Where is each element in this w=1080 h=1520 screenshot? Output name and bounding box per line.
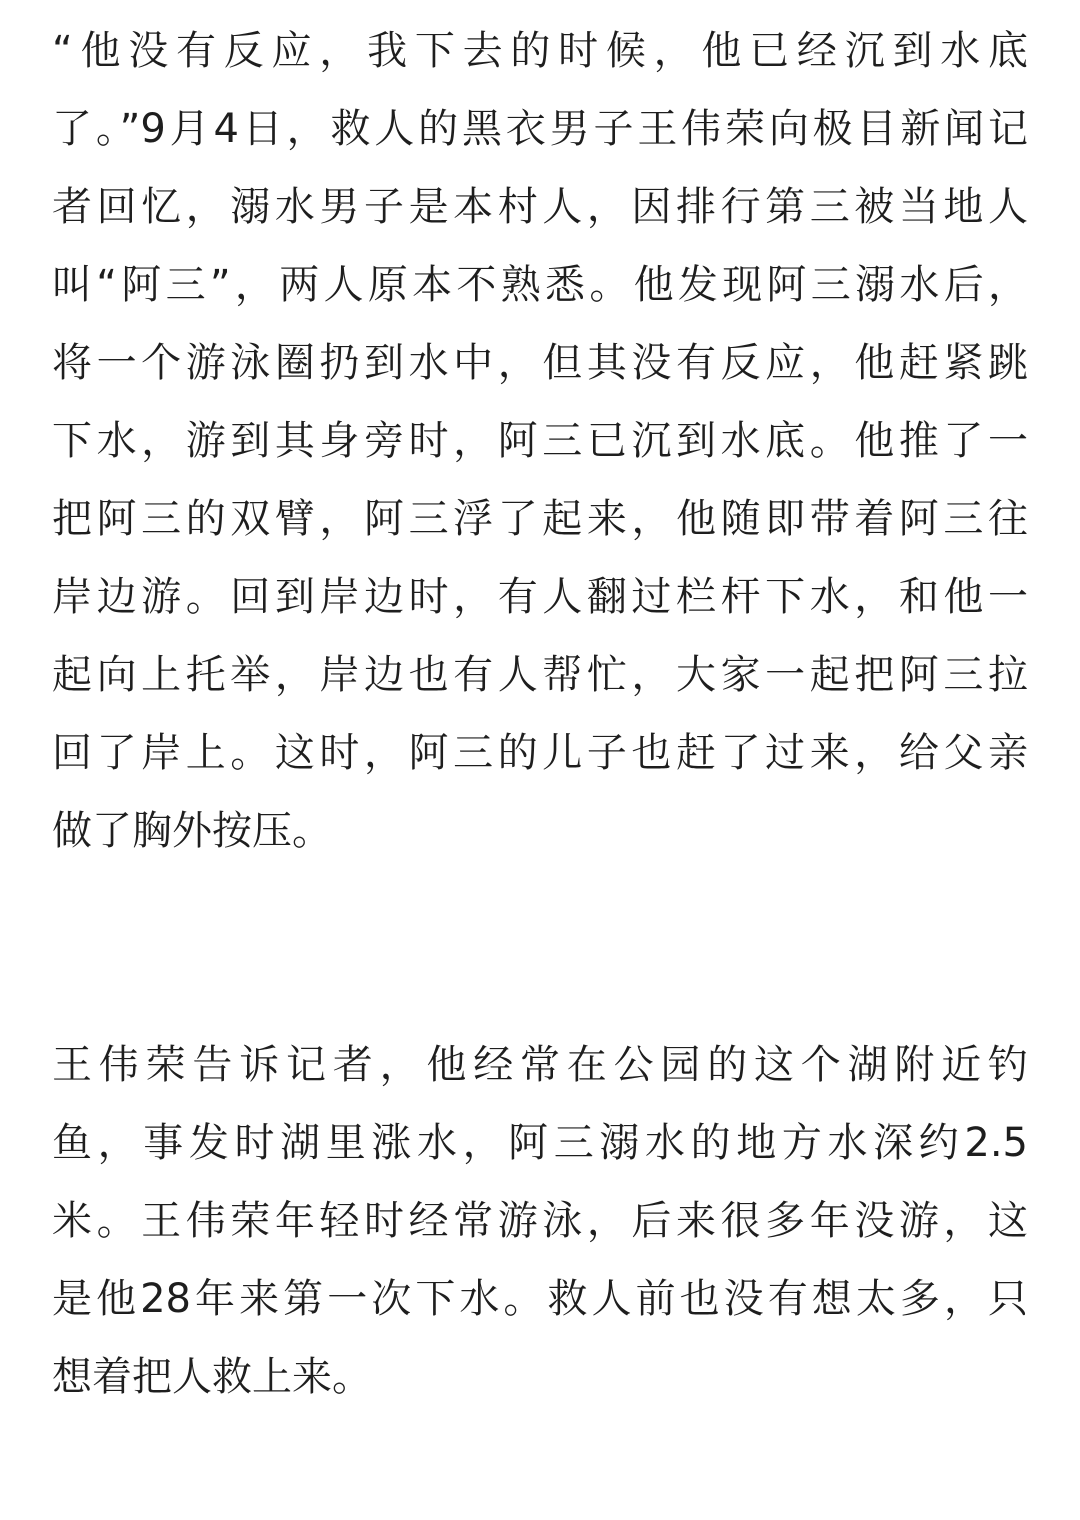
paragraph-spacer	[52, 870, 1028, 1026]
paragraph-line: 叫“阿三”，两人原本不熟悉。他发现阿三溺水后，	[52, 262, 1028, 308]
paragraph-line: 下水，游到其身旁时，阿三已沉到水底。他推了一	[52, 418, 1028, 464]
paragraph-line: 将一个游泳圈扔到水中，但其没有反应，他赶紧跳	[52, 340, 1028, 386]
paragraph-line: 岸边游。回到岸边时，有人翻过栏杆下水，和他一	[52, 574, 1028, 620]
paragraph-line: 是他28年来第一次下水。救人前也没有想太多，只	[52, 1276, 1028, 1322]
paragraph-line: 了。”9月4日，救人的黑衣男子王伟荣向极目新闻记	[52, 106, 1028, 152]
paragraph-line: 鱼，事发时湖里涨水，阿三溺水的地方水深约2.5	[52, 1120, 1028, 1166]
paragraph-line: 想着把人救上来。	[52, 1354, 372, 1400]
paragraph-line: “他没有反应，我下去的时候，他已经沉到水底	[52, 28, 1028, 74]
article-body	[52, 12, 1028, 1416]
paragraph-line: 起向上托举，岸边也有人帮忙，大家一起把阿三拉	[52, 652, 1028, 698]
paragraph-line: 者回忆，溺水男子是本村人，因排行第三被当地人	[52, 184, 1028, 230]
paragraph-line: 做了胸外按压。	[52, 808, 332, 854]
paragraph-2	[52, 1026, 1028, 1416]
paragraph-line: 王伟荣告诉记者，他经常在公园的这个湖附近钓	[52, 1042, 1028, 1088]
paragraph-line: 米。王伟荣年轻时经常游泳，后来很多年没游，这	[52, 1198, 1028, 1244]
paragraph-line: 把阿三的双臂，阿三浮了起来，他随即带着阿三往	[52, 496, 1028, 542]
paragraph-line: 回了岸上。这时，阿三的儿子也赶了过来，给父亲	[52, 730, 1028, 776]
paragraph-1	[52, 12, 1028, 870]
